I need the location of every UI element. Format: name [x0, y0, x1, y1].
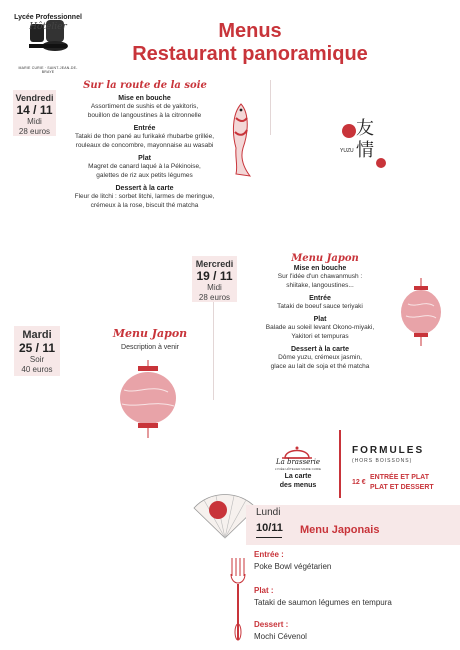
- course-text: Sur l'idée d'un chawanmush :: [277, 273, 363, 280]
- school-name-script: Hôtelier: [29, 22, 67, 32]
- formule-line: ENTRÉE ET PLAT: [370, 474, 429, 481]
- brasserie-name: La brasserie: [275, 458, 321, 466]
- divider: [270, 80, 271, 135]
- course-title: Mise en bouche: [118, 95, 171, 102]
- day-label: Mercredi: [195, 259, 234, 269]
- course-text: Poke Bowl végétarien: [254, 562, 332, 571]
- course-text: rouleaux de concombre, mayonnaise au wasabi: [75, 142, 214, 149]
- course-text: Fleur de litchi : sorbet litchi, larmes de meringue,: [74, 193, 215, 200]
- price-label: 40 euros: [21, 365, 53, 374]
- slot-label: Midi: [27, 117, 42, 126]
- yuzu-chars: 友情: [356, 118, 374, 161]
- course-title: Entrée: [309, 295, 331, 302]
- course-text: Assortiment de sushis et de yakitoris,: [90, 103, 199, 110]
- formules-title: FORMULES: [352, 445, 425, 456]
- course-title: Plat: [313, 316, 327, 323]
- day-label: Mardi: [22, 329, 52, 341]
- yuzu-logo: [340, 118, 390, 178]
- formules-sub: (HORS BOISSONS): [352, 458, 413, 464]
- course-title: Dessert :: [254, 620, 289, 629]
- lantern-icon: [400, 278, 442, 348]
- date-label: 19 / 11: [196, 269, 233, 283]
- school-name: Lycée Professionnel: [14, 14, 82, 21]
- course-text: Yakitori et tempuras: [291, 333, 349, 340]
- divider: [339, 430, 341, 498]
- brasserie-school: LYCÉE HÔTELIER MARIE CURIE: [275, 467, 321, 471]
- course-text: glace au lait de soja et thé matcha: [270, 363, 370, 370]
- course-text: Magret de canard laqué à la Pékinoise,: [88, 163, 201, 170]
- menu-description: Description à venir: [121, 344, 179, 351]
- price-label: 28 euros: [18, 127, 51, 136]
- fork-icon: [228, 556, 248, 642]
- carte-line2: des menus: [279, 482, 317, 489]
- date-underline: [256, 537, 282, 538]
- course-text: crémeux à la rose, biscuit thé matcha: [90, 202, 199, 209]
- course-text: Tataki de saumon légumes en tempura: [254, 598, 392, 607]
- course-text: shiitake, langoustines...: [286, 282, 354, 289]
- menu-heading: Menu Japon: [291, 253, 359, 264]
- course-text: bouillon de langoustines à la citronnelle: [87, 112, 202, 119]
- course-title: Entrée: [133, 125, 156, 132]
- day-label: Vendredi: [15, 93, 54, 103]
- course-title: Dessert à la carte: [291, 346, 349, 353]
- date-label: 14 / 11: [16, 103, 53, 117]
- formule-line: PLAT ET DESSERT: [370, 484, 434, 491]
- course-title: Plat: [138, 155, 151, 162]
- menu-heading: Menu Japonais: [300, 524, 380, 536]
- course-text: Balade au soleil levant Okono-miyaki,: [265, 324, 375, 331]
- school-tagline: MARIE CURIE · SAINT-JEAN-DE-BRAYE: [18, 66, 78, 74]
- page-subtitle: Restaurant panoramique: [132, 43, 368, 65]
- date-badge: [14, 326, 60, 376]
- course-text: Dôme yuzu, crémeux jasmin,: [278, 354, 362, 361]
- menu-courses: [240, 260, 400, 371]
- course-title: Entrée :: [254, 550, 284, 559]
- price-label: 28 euros: [198, 293, 231, 302]
- date-badge: [192, 256, 237, 302]
- carte-line1: La carte: [284, 473, 312, 480]
- course-title: Plat :: [254, 586, 274, 595]
- menu-heading: Sur la route de la soie: [83, 80, 207, 91]
- menu-heading: Menu Japon: [112, 327, 188, 340]
- page-title: Menus: [218, 20, 282, 42]
- course-text: galettes de riz aux petits légumes: [96, 172, 193, 179]
- course-text: Mochi Cévenol: [254, 632, 307, 641]
- date-label: 10/11: [256, 522, 283, 534]
- date-badge: [13, 90, 56, 136]
- formule-price: 12 €: [352, 479, 366, 486]
- slot-label: Soir: [29, 355, 45, 364]
- day-label: Lundi: [256, 507, 281, 518]
- school-logo: [14, 14, 82, 74]
- course-text: Tataki de boeuf sauce teriyaki: [277, 303, 363, 310]
- date-label: 25 / 11: [18, 341, 56, 355]
- slot-label: Midi: [207, 283, 222, 292]
- red-stamp-icon: [376, 158, 386, 168]
- lantern-icon: [118, 360, 178, 440]
- course-title: Dessert à la carte: [115, 185, 174, 192]
- course-title: Mise en bouche: [293, 265, 347, 272]
- koi-fish-icon: [226, 100, 256, 180]
- course-text: Tataki de thon pané au furikaké rhubarbe grillée,: [74, 133, 215, 140]
- menu-courses: [62, 90, 227, 210]
- red-sun-icon: [342, 124, 356, 138]
- brasserie-logo: [258, 442, 338, 498]
- yuzu-label: YUZU: [340, 148, 354, 154]
